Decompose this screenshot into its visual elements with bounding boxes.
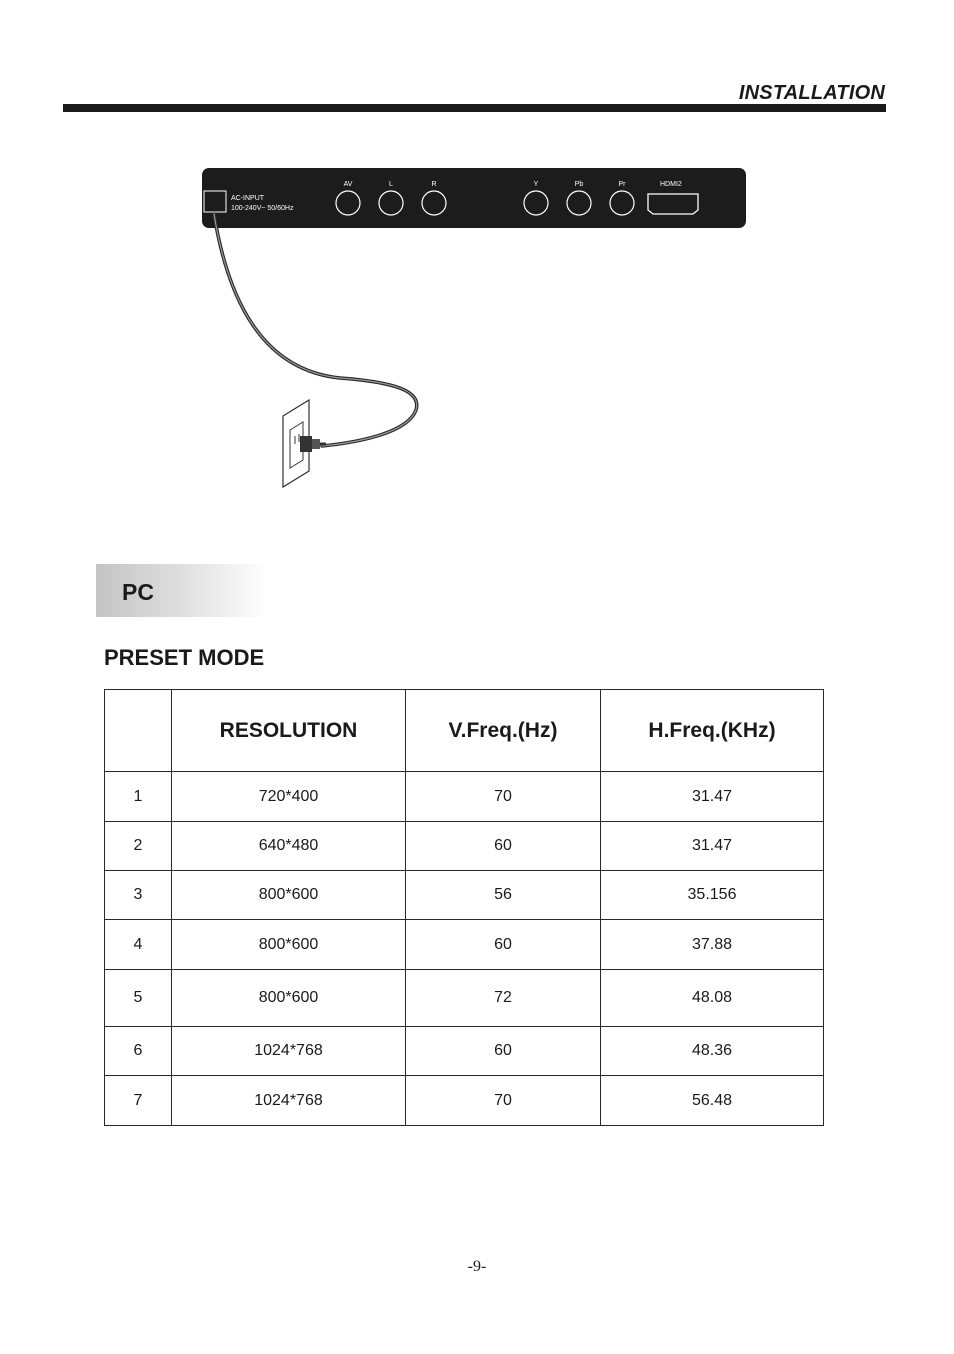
row-vfreq: 72 (406, 970, 601, 1027)
row-hfreq: 31.47 (601, 822, 824, 871)
row-vfreq: 70 (406, 772, 601, 822)
hdmi2-label: HDMI2 (660, 181, 682, 188)
table-header-resolution: RESOLUTION (172, 690, 406, 772)
row-hfreq: 48.36 (601, 1027, 824, 1076)
connection-diagram (0, 0, 954, 520)
row-index: 1 (105, 772, 172, 822)
row-resolution: 800*600 (172, 970, 406, 1027)
r-label: R (431, 181, 437, 188)
ac-spec-label: 100-240V~ 50/60Hz (231, 205, 294, 212)
row-index: 6 (105, 1027, 172, 1076)
pb-label: Pb (574, 181, 584, 188)
row-index: 2 (105, 822, 172, 871)
table-header-vfreq: V.Freq.(Hz) (406, 690, 601, 772)
power-plug (300, 436, 326, 452)
av-label: AV (343, 181, 353, 188)
row-vfreq: 60 (406, 920, 601, 970)
pc-section-banner (96, 564, 268, 617)
preset-mode-table (104, 689, 824, 1126)
ac-input-label: AC-INPUT (231, 195, 265, 202)
table-row (105, 822, 824, 871)
row-hfreq: 31.47 (601, 772, 824, 822)
table-row (105, 970, 824, 1027)
row-vfreq: 60 (406, 1027, 601, 1076)
preset-mode-heading: PRESET MODE (104, 645, 265, 670)
table-row (105, 920, 824, 970)
table-row (105, 871, 824, 920)
table-row (105, 1076, 824, 1126)
pc-section-title: PC (122, 579, 154, 605)
table-row (105, 772, 824, 822)
l-label: L (389, 181, 393, 188)
pr-label: Pr (618, 181, 626, 188)
row-resolution: 720*400 (172, 772, 406, 822)
page-number: -9- (467, 1258, 487, 1275)
row-hfreq: 48.08 (601, 970, 824, 1027)
row-index: 7 (105, 1076, 172, 1126)
row-index: 3 (105, 871, 172, 920)
tv-back-panel (202, 168, 746, 228)
table-header-hfreq: H.Freq.(KHz) (601, 690, 824, 772)
row-hfreq: 37.88 (601, 920, 824, 970)
table-row (105, 1027, 824, 1076)
row-resolution: 1024*768 (172, 1027, 406, 1076)
row-resolution: 1024*768 (172, 1076, 406, 1126)
row-vfreq: 56 (406, 871, 601, 920)
y-label: Y (533, 181, 539, 188)
row-vfreq: 60 (406, 822, 601, 871)
row-resolution: 800*600 (172, 920, 406, 970)
row-resolution: 640*480 (172, 822, 406, 871)
power-cord (214, 214, 417, 446)
row-index: 4 (105, 920, 172, 970)
row-hfreq: 35.156 (601, 871, 824, 920)
row-hfreq: 56.48 (601, 1076, 824, 1126)
row-index: 5 (105, 970, 172, 1027)
page-header-title: INSTALLATION (738, 82, 885, 104)
table-header-index (105, 690, 172, 772)
table-header-row (105, 690, 824, 772)
row-vfreq: 70 (406, 1076, 601, 1126)
row-resolution: 800*600 (172, 871, 406, 920)
